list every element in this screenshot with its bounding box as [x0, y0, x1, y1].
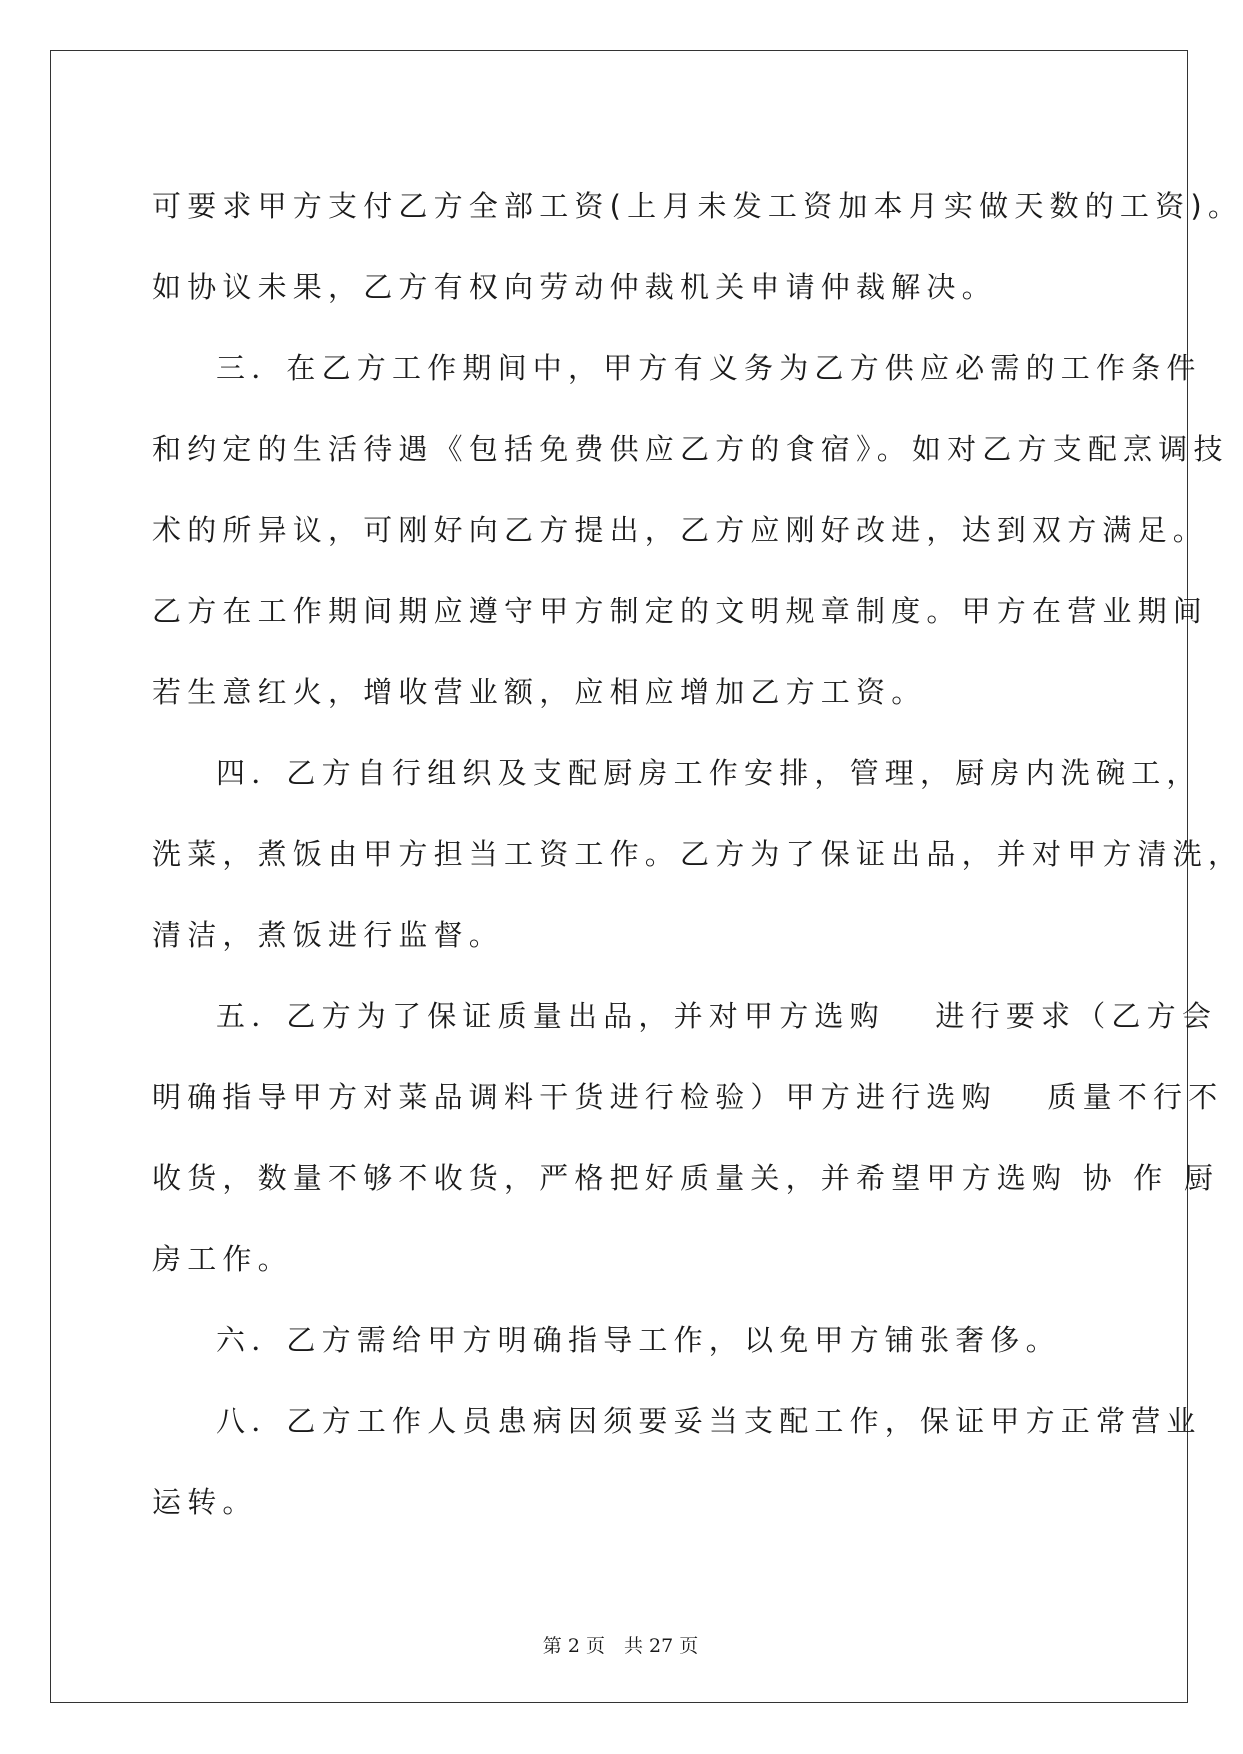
page-footer: 第 2 页 共 27 页 [542, 1635, 699, 1657]
text-line: 收货，数量不够不收货，严格把好质量关，并希望甲方选购 协 作 厨 [152, 1161, 1220, 1195]
text-line: 如协议未果，乙方有权向劳动仲裁机关申请仲裁解决。 [152, 270, 997, 304]
text-line: 运转。 [152, 1485, 258, 1519]
text-line: 若生意红火，增收营业额，应相应增加乙方工资。 [152, 675, 927, 709]
text-line: 可要求甲方支付乙方全部工资(上月未发工资加本月实做天数的工资)。 [152, 189, 1243, 223]
text-line: 术的所异议，可刚好向乙方提出，乙方应刚好改进，达到双方满足。 [152, 513, 1209, 547]
text-line: 明确指导甲方对菜品调料干货进行检验）甲方进行选购 质量不行不 [152, 1080, 1224, 1114]
text-line: 四．乙方自行组织及支配厨房工作安排，管理，厨房内洗碗工， [216, 756, 1202, 790]
text-line: 和约定的生活待遇《包括免费供应乙方的食宿》。如对乙方支配烹调技 [152, 432, 1229, 466]
document-body [152, 166, 1243, 1543]
text-line: 五．乙方为了保证质量出品，并对甲方选购 进行要求（乙方会 [216, 999, 1218, 1033]
text-line: 八．乙方工作人员患病因须要妥当支配工作，保证甲方正常营业 [216, 1404, 1202, 1438]
text-line: 三．在乙方工作期间中，甲方有义务为乙方供应必需的工作条件 [216, 351, 1202, 385]
text-line: 清洁，煮饭进行监督。 [152, 918, 505, 952]
text-line: 乙方在工作期间期应遵守甲方制定的文明规章制度。甲方在营业期间 [152, 594, 1209, 628]
text-line: 房工作。 [152, 1242, 293, 1276]
text-line: 六．乙方需给甲方明确指导工作，以免甲方铺张奢侈。 [216, 1323, 1061, 1357]
text-line: 洗菜，煮饭由甲方担当工资工作。乙方为了保证出品，并对甲方清洗， [152, 837, 1243, 871]
